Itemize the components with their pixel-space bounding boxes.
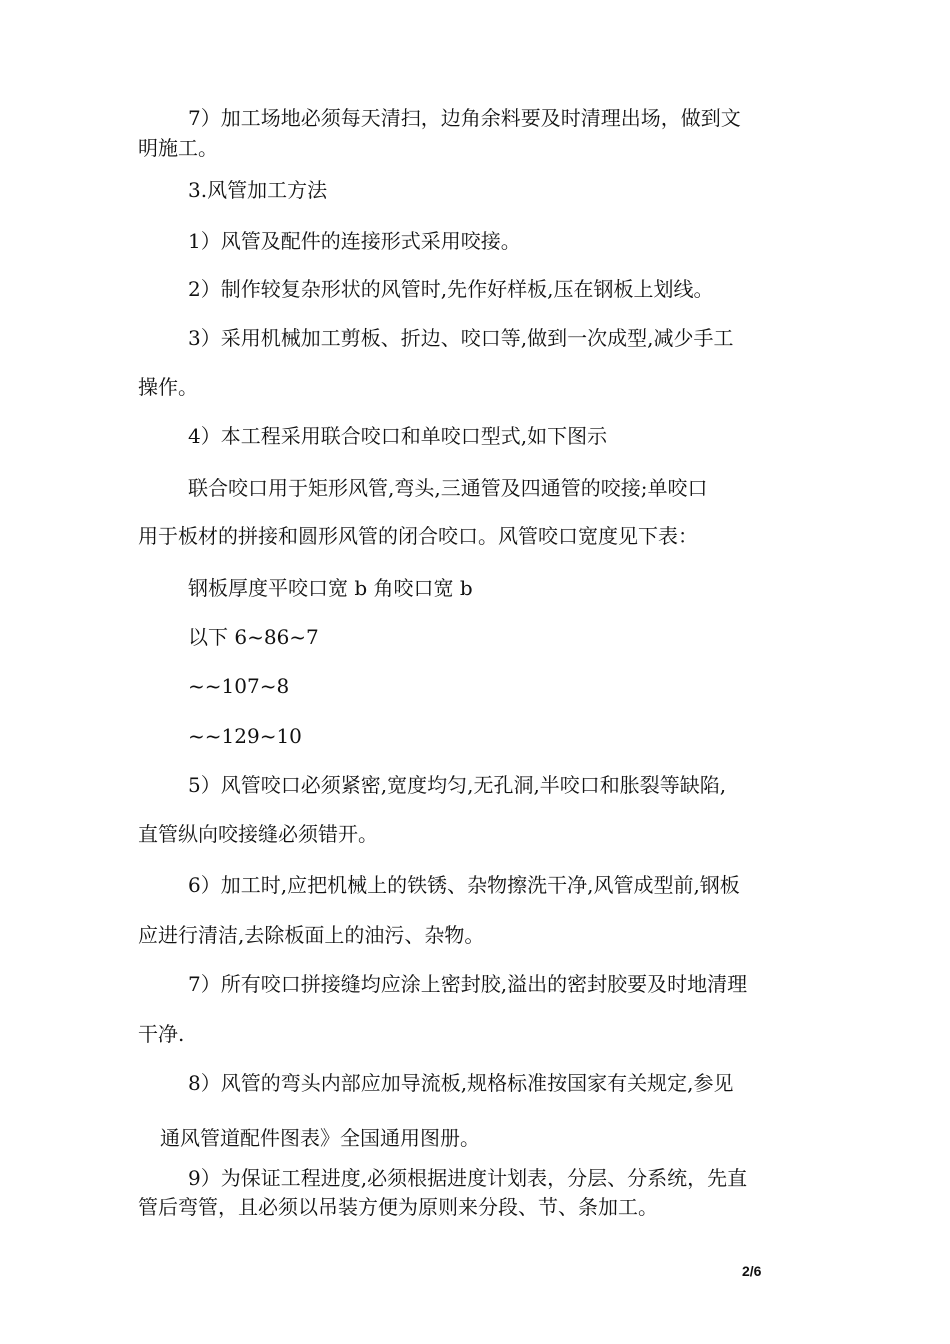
text-line: 3）采用机械加工剪板、折边、咬口等,做到一次成型,减少手工 bbox=[188, 326, 734, 350]
text-line: 管后弯管，且必须以吊装方便为原则来分段、节、条加工。 bbox=[138, 1195, 658, 1219]
page-number: 2/6 bbox=[742, 1263, 762, 1279]
table-header-line: 钢板厚度平咬口宽 b 角咬口宽 b bbox=[188, 576, 473, 600]
text-line: 8）风管的弯头内部应加导流板,规格标准按国家有关规定,参见 bbox=[188, 1071, 734, 1095]
text-line: 明施工。 bbox=[138, 136, 218, 160]
table-row-line: ~~129~10 bbox=[188, 724, 302, 748]
text-line: 9）为保证工程进度,必须根据进度计划表，分层、分系统，先直 bbox=[188, 1166, 748, 1190]
table-row-line: 以下 6~86~7 bbox=[188, 625, 319, 649]
text-line: 直管纵向咬接缝必须错开。 bbox=[138, 822, 378, 846]
section-heading: 3.风管加工方法 bbox=[188, 178, 328, 202]
text-line: 7）所有咬口拼接缝均应涂上密封胶,溢出的密封胶要及时地清理 bbox=[188, 972, 748, 996]
text-line: 7）加工场地必须每天清扫，边角余料要及时清理出场，做到文 bbox=[188, 106, 741, 130]
table-row-line: ~~107~8 bbox=[188, 674, 290, 698]
text-line: 4）本工程采用联合咬口和单咬口型式,如下图示 bbox=[188, 424, 608, 448]
text-line: 应进行清洁,去除板面上的油污、杂物。 bbox=[138, 923, 485, 947]
text-line: 2）制作较复杂形状的风管时,先作好样板,压在钢板上划线。 bbox=[188, 277, 714, 301]
text-line: 干净. bbox=[138, 1022, 185, 1046]
text-line: 5）风管咬口必须紧密,宽度均匀,无孔洞,半咬口和胀裂等缺陷, bbox=[188, 773, 727, 797]
text-line: 用于板材的拼接和圆形风管的闭合咬口。风管咬口宽度见下表： bbox=[138, 524, 698, 548]
text-line: 联合咬口用于矩形风管,弯头,三通管及四通管的咬接;单咬口 bbox=[188, 476, 708, 500]
text-line: 通风管道配件图表》全国通用图册。 bbox=[160, 1126, 480, 1150]
text-line: 1）风管及配件的连接形式采用咬接。 bbox=[188, 229, 521, 253]
text-line: 6）加工时,应把机械上的铁锈、杂物擦洗干净,风管成型前,钢板 bbox=[188, 873, 740, 897]
text-line: 操作。 bbox=[138, 375, 198, 399]
